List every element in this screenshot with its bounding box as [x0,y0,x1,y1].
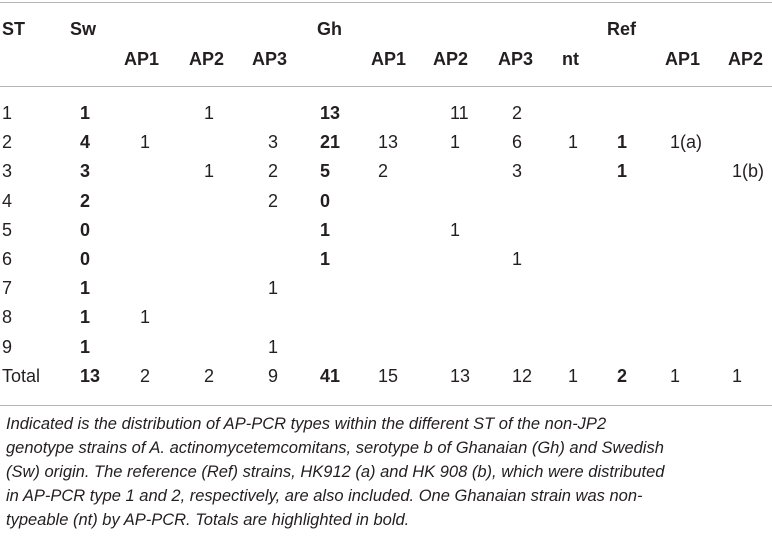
caption-line: genotype strains of A. actinomycetemcomitans, serotype b of Ghanaian (Gh) and Swedish [6,439,664,457]
cell-sw-ap3: 1 [268,278,279,299]
header-gh: Gh [317,19,342,39]
cell-gh-ap1: 13 [378,132,399,153]
cell-gh-ap3: 2 [512,103,523,123]
sub-header-ref-ap1: AP1 [665,49,701,69]
cell-st: Total [2,365,41,386]
header-st: ST [2,19,26,39]
cell-sw-ap2: 1 [204,161,215,182]
cell-gh-ap3: 12 [512,365,533,386]
cell-ref-total: 1 [617,132,628,153]
cell-ref-ap1: 1 [670,365,681,386]
cell-gh-ap2: 13 [450,365,471,386]
cell-gh-nt: 1 [568,365,579,386]
cell-gh-total: 1 [320,219,331,240]
cell-sw-ap1: 1 [140,307,151,328]
cell-gh-total: 41 [320,365,341,386]
cell-st: 1 [2,103,13,123]
cell-gh-total: 0 [320,190,331,211]
table-bottom-rule [0,405,772,406]
cell-sw-ap1: 1 [140,132,151,153]
cell-gh-ap3: 6 [512,132,523,153]
cell-gh-ap1: 15 [378,365,399,386]
sub-header-gh-ap2: AP2 [433,49,469,69]
table-top-rule [0,2,772,3]
cell-st: 5 [2,219,13,240]
cell-gh-total: 5 [320,161,331,182]
cell-sw-total: 0 [80,249,91,269]
cell-gh-total: 13 [320,103,341,123]
cell-ref-ap1: 1(a) [670,132,703,153]
cell-sw-total: 2 [80,190,91,211]
header-sw: Sw [70,19,97,39]
cell-ref-ap2: 1(b) [732,161,765,182]
sub-header-ref-ap2: AP2 [728,49,764,69]
cell-st: 9 [2,336,13,357]
cell-sw-ap1: 2 [140,365,151,386]
sub-header-gh-ap3: AP3 [498,49,534,69]
cell-sw-total: 1 [80,278,91,299]
table-caption [6,412,768,532]
sub-header-sw-ap2: AP2 [189,49,225,69]
caption-line: Indicated is the distribution of AP-PCR types within the different ST of the non-JP2 [6,415,607,433]
cell-sw-ap3: 3 [268,132,279,153]
caption-line: in AP-PCR type 1 and 2, respectively, are also included. One Ghanaian strain was non- [6,487,643,505]
cell-gh-total: 1 [320,249,331,269]
cell-sw-ap3: 2 [268,161,279,182]
cell-sw-total: 13 [80,365,101,386]
cell-st: 8 [2,307,13,328]
sub-header-gh-ap1: AP1 [371,49,407,69]
header-ref: Ref [607,19,637,39]
cell-ref-total: 2 [617,365,628,386]
cell-gh-nt: 1 [568,132,579,153]
cell-gh-ap3: 3 [512,161,523,182]
sub-header-sw-ap1: AP1 [124,49,160,69]
cell-st: 7 [2,278,13,299]
cell-st: 6 [2,249,13,269]
cell-sw-ap2: 1 [204,103,215,123]
cell-sw-total: 3 [80,161,91,182]
cell-sw-ap3: 2 [268,190,279,211]
cell-sw-total: 1 [80,307,91,328]
cell-gh-ap2: 11 [450,103,469,123]
header-bottom-rule [0,86,772,87]
cell-st: 4 [2,190,13,211]
cell-st: 2 [2,132,13,153]
cell-sw-total: 0 [80,219,91,240]
cell-gh-ap2: 1 [450,132,461,153]
cell-sw-total: 1 [80,336,91,357]
cell-st: 3 [2,161,13,182]
cell-gh-ap1: 2 [378,161,389,182]
caption-line: (Sw) origin. The reference (Ref) strains, HK912 (a) and HK 908 (b), which were distributed [6,463,665,481]
cell-ref-ap2: 1 [732,365,743,386]
cell-gh-ap3: 1 [512,249,523,269]
sub-header-sw-ap3: AP3 [252,49,288,69]
cell-ref-total: 1 [617,161,628,182]
cell-sw-ap3: 1 [268,336,279,357]
cell-gh-ap2: 1 [450,219,461,240]
cell-sw-total: 4 [80,132,91,153]
cell-sw-ap2: 2 [204,365,215,386]
cell-gh-total: 21 [320,132,341,153]
caption-line: typeable (nt) by AP-PCR. Totals are highlighted in bold. [6,511,410,529]
cell-sw-ap3: 9 [268,365,279,386]
cell-sw-total: 1 [80,103,91,123]
sub-header-gh-nt: nt [562,49,579,69]
